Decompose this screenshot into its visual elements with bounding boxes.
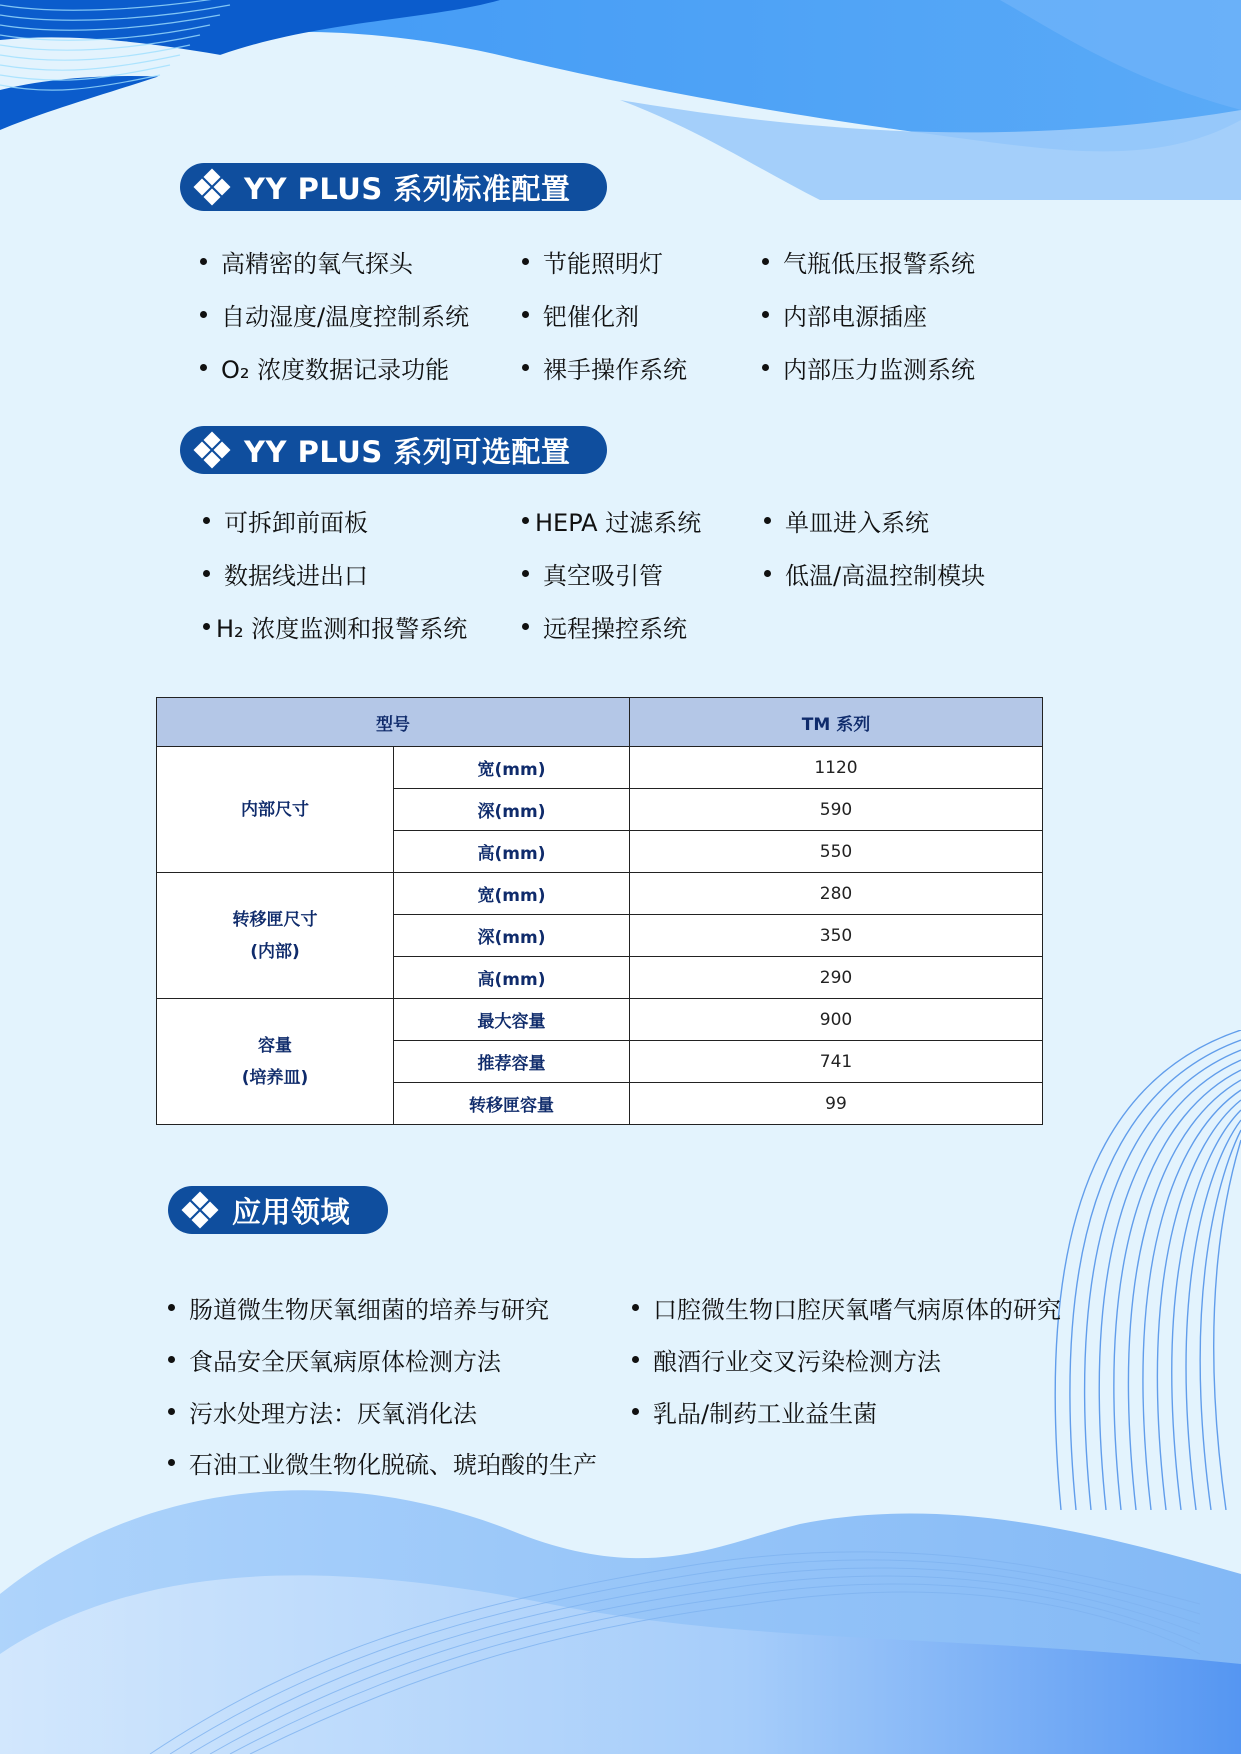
- table-row: [157, 747, 1043, 789]
- bullet-icon: [203, 623, 210, 630]
- list-item: 气瓶低压报警系统: [762, 244, 975, 279]
- bullet-icon: [522, 258, 529, 265]
- bullet-icon: [764, 517, 771, 524]
- list-item: 低温/高温控制模块: [764, 556, 985, 591]
- param-cell: 深(mm): [394, 915, 630, 957]
- optional-config-header: [180, 426, 607, 474]
- diamond-cluster-icon: [182, 1192, 218, 1228]
- list-item: 乳品/制药工业益生菌: [632, 1394, 877, 1429]
- param-cell: 推荐容量: [394, 1041, 630, 1083]
- bullet-icon: [632, 1304, 639, 1311]
- list-item: 酿酒行业交叉污染检测方法: [632, 1342, 941, 1377]
- list-item: 内部电源插座: [762, 297, 927, 332]
- bullet-icon: [762, 364, 769, 371]
- table-row: [157, 873, 1043, 915]
- list-item: 石油工业微生物化脱硫、琥珀酸的生产: [168, 1445, 597, 1480]
- series-header: TM 系列: [630, 698, 1043, 747]
- bullet-icon: [168, 1459, 175, 1466]
- list-item: 高精密的氧气探头: [200, 244, 413, 279]
- list-item: 钯催化剂: [522, 297, 639, 332]
- bullet-icon: [200, 364, 207, 371]
- value-cell: 290: [630, 957, 1043, 999]
- list-item: HEPA 过滤系统: [522, 503, 701, 538]
- value-cell: 590: [630, 789, 1043, 831]
- param-cell: 转移匣容量: [394, 1083, 630, 1125]
- bullet-icon: [168, 1356, 175, 1363]
- value-cell: 900: [630, 999, 1043, 1041]
- diamond-cluster-icon: [194, 169, 230, 205]
- group-label: 容量 (培养皿): [157, 999, 394, 1125]
- bullet-icon: [168, 1304, 175, 1311]
- bullet-icon: [522, 311, 529, 318]
- list-item: 可拆卸前面板: [203, 503, 368, 538]
- list-item: 真空吸引管: [522, 556, 663, 591]
- applications-header: [168, 1186, 388, 1234]
- list-item: H₂ 浓度监测和报警系统: [203, 609, 467, 644]
- param-cell: 高(mm): [394, 831, 630, 873]
- table-row: [157, 999, 1043, 1041]
- bullet-icon: [762, 311, 769, 318]
- optional-config-title: YY PLUS 系列可选配置: [244, 434, 571, 469]
- value-cell: 350: [630, 915, 1043, 957]
- bullet-icon: [764, 570, 771, 577]
- list-item: 远程操控系统: [522, 609, 687, 644]
- bullet-icon: [200, 258, 207, 265]
- list-item: 肠道微生物厌氧细菌的培养与研究: [168, 1290, 549, 1325]
- list-item: 数据线进出口: [203, 556, 368, 591]
- bullet-icon: [762, 258, 769, 265]
- table-header-row: [157, 698, 1043, 747]
- applications-title: 应用领域: [232, 1194, 351, 1229]
- param-cell: 宽(mm): [394, 873, 630, 915]
- standard-config-header: [180, 163, 607, 211]
- diamond-cluster-icon: [194, 432, 230, 468]
- list-item: 节能照明灯: [522, 244, 663, 279]
- param-cell: 最大容量: [394, 999, 630, 1041]
- bullet-icon: [522, 623, 529, 630]
- list-item: 内部压力监测系统: [762, 350, 975, 385]
- bullet-icon: [168, 1408, 175, 1415]
- bullet-icon: [632, 1356, 639, 1363]
- list-item: 食品安全厌氧病原体检测方法: [168, 1342, 501, 1377]
- param-cell: 深(mm): [394, 789, 630, 831]
- value-cell: 1120: [630, 747, 1043, 789]
- list-item: 污水处理方法：厌氧消化法: [168, 1394, 477, 1429]
- bullet-icon: [522, 570, 529, 577]
- value-cell: 550: [630, 831, 1043, 873]
- bullet-icon: [203, 517, 210, 524]
- group-label: 转移匣尺寸 (内部): [157, 873, 394, 999]
- value-cell: 280: [630, 873, 1043, 915]
- list-item: O₂ 浓度数据记录功能: [200, 350, 449, 385]
- value-cell: 99: [630, 1083, 1043, 1125]
- standard-config-title: YY PLUS 系列标准配置: [244, 171, 571, 206]
- param-cell: 宽(mm): [394, 747, 630, 789]
- group-label: 内部尺寸: [157, 747, 394, 873]
- bullet-icon: [522, 517, 529, 524]
- bullet-icon: [632, 1408, 639, 1415]
- bullet-icon: [203, 570, 210, 577]
- list-item: 自动湿度/温度控制系统: [200, 297, 469, 332]
- model-header: 型号: [157, 698, 630, 747]
- list-item: 单皿进入系统: [764, 503, 929, 538]
- bullet-icon: [522, 364, 529, 371]
- param-cell: 高(mm): [394, 957, 630, 999]
- list-item: 口腔微生物口腔厌氧嗜气病原体的研究: [632, 1290, 1061, 1325]
- spec-table: [156, 697, 1043, 1125]
- value-cell: 741: [630, 1041, 1043, 1083]
- list-item: 裸手操作系统: [522, 350, 687, 385]
- bullet-icon: [200, 311, 207, 318]
